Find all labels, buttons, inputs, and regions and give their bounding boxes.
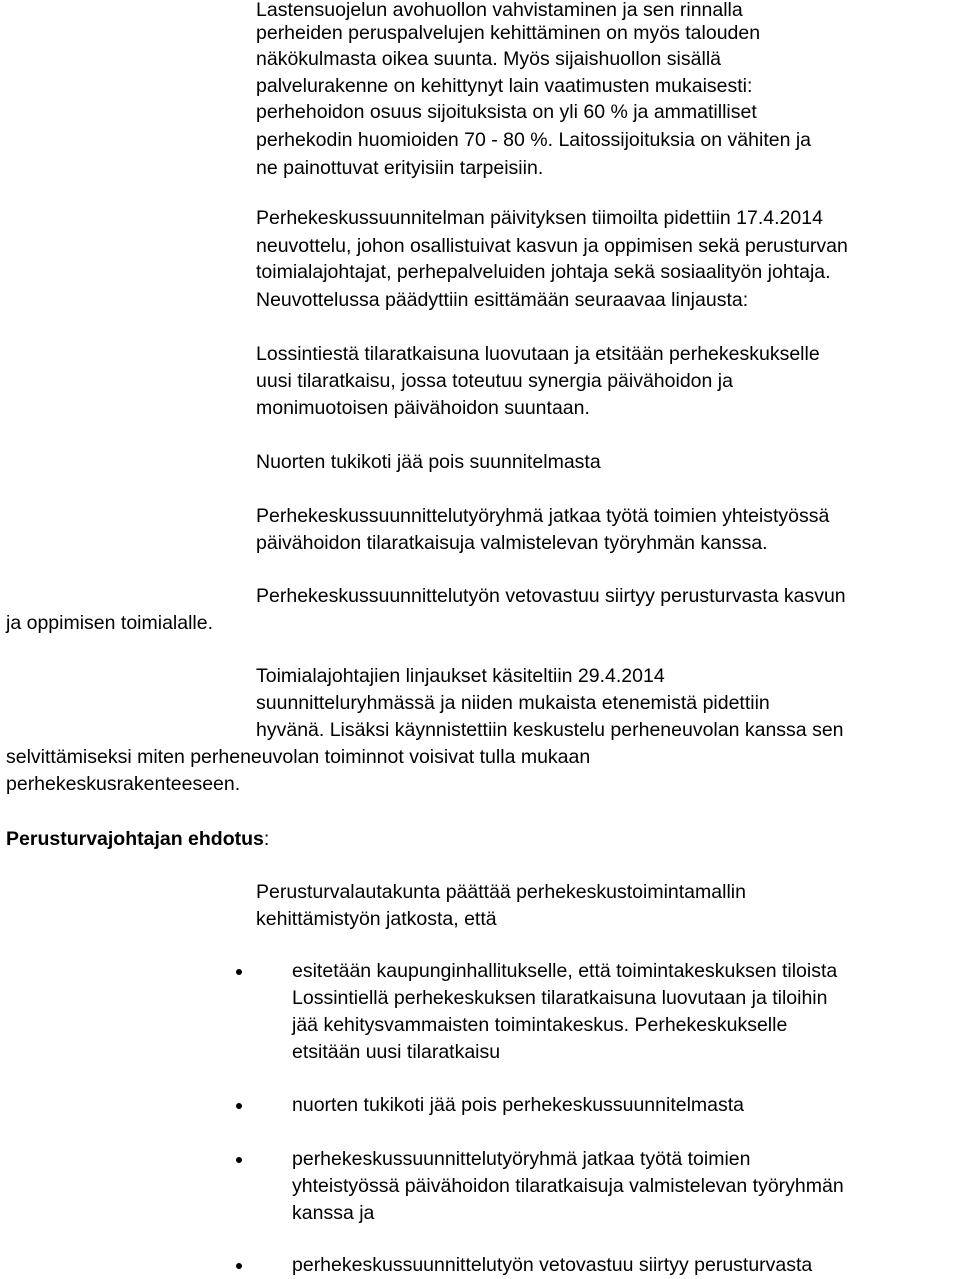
text-line: perhekodin huomioiden 70 - 80 %. Laitossijoituksia on vähiten ja — [256, 129, 812, 151]
text-line: monimuotoisen päivähoidon suuntaan. — [256, 397, 590, 419]
text-line: esitetään kaupunginhallitukselle, että toimintakeskuksen tiloista — [292, 960, 838, 982]
text-line: jää kehitysvammaisten toimintakeskus. Perhekeskukselle — [292, 1014, 788, 1036]
text-line: suunnitteluryhmässä ja niiden mukaista etenemistä pidettiin — [256, 692, 770, 714]
text-line: perhekeskusrakenteeseen. — [6, 773, 241, 795]
text-line: toimialajohtajat, perhepalveluiden johtaja sekä sosiaalityön johtaja. — [256, 261, 831, 283]
bullet-icon — [236, 1157, 242, 1163]
text-line: päivähoidon tilaratkaisuja valmistelevan työryhmän kanssa. — [256, 532, 768, 554]
text-line: kehittämistyön jatkosta, että — [256, 908, 497, 930]
text-line: ne painottuvat erityisiin tarpeisiin. — [256, 157, 544, 179]
proposal-heading-title: Perusturvajohtajan ehdotus — [6, 828, 264, 850]
text-line: Neuvottelussa päädyttiin esittämään seuraavaa linjausta: — [256, 289, 749, 311]
text-line: uusi tilaratkaisu, jossa toteutuu synergia päivähoidon ja — [256, 370, 733, 392]
text-line: etsitään uusi tilaratkaisu — [292, 1041, 501, 1063]
text-line: ja oppimisen toimialalle. — [6, 612, 214, 634]
text-line: Perhekeskussuunnittelutyöryhmä jatkaa työtä toimien yhteistyössä — [256, 505, 830, 527]
text-line: Perhekeskussuunnitelman päivityksen tiimoilta pidettiin 17.4.2014 — [256, 207, 823, 229]
text-line: Nuorten tukikoti jää pois suunnitelmasta — [256, 451, 601, 473]
text-line: hyvänä. Lisäksi käynnistettiin keskustelu perheneuvolan kanssa sen — [256, 719, 844, 741]
bullet-icon — [236, 969, 242, 975]
text-line: perheiden peruspalvelujen kehittäminen on myös talouden — [256, 22, 761, 44]
proposal-heading — [6, 826, 269, 853]
text-line: Lossintiestä tilaratkaisuna luovutaan ja etsitään perhekeskukselle — [256, 343, 820, 365]
text-line: perhekeskussuunnittelutyön vetovastuu siirtyy perusturvasta — [292, 1254, 813, 1276]
text-line: Toimialajohtajien linjaukset käsiteltiin 29.4.2014 — [256, 665, 665, 687]
text-line: Lastensuojelun avohuollon vahvistaminen ja sen rinnalla — [256, 0, 743, 21]
proposal-heading-colon: : — [263, 828, 270, 850]
text-line: näkökulmasta oikea suunta. Myös sijaishuollon sisällä — [256, 48, 721, 70]
bullet-icon — [236, 1103, 242, 1109]
text-line: yhteistyössä päivähoidon tilaratkaisuja valmistelevan työryhmän — [292, 1175, 844, 1197]
bullet-icon — [236, 1263, 242, 1269]
text-line: selvittämiseksi miten perheneuvolan toiminnot voisivat tulla mukaan — [6, 746, 591, 768]
text-line: Perusturvalautakunta päättää perhekeskustoimintamallin — [256, 881, 746, 903]
text-line: kanssa ja — [292, 1202, 375, 1224]
text-line: nuorten tukikoti jää pois perhekeskussuunnitelmasta — [292, 1094, 745, 1116]
text-line: Lossintiellä perhekeskuksen tilaratkaisuna luovutaan ja tiloihin — [292, 987, 828, 1009]
text-line: neuvottelu, johon osallistuivat kasvun ja oppimisen sekä perusturvan — [256, 235, 848, 257]
text-line: perhehoidon osuus sijoituksista on yli 60 % ja ammatilliset — [256, 101, 757, 123]
text-line: perhekeskussuunnittelutyöryhmä jatkaa työtä toimien — [292, 1148, 751, 1170]
text-line: palvelurakenne on kehittynyt lain vaatimusten mukaisesti: — [256, 75, 753, 97]
text-line: Perhekeskussuunnittelutyön vetovastuu siirtyy perusturvasta kasvun — [256, 585, 846, 607]
